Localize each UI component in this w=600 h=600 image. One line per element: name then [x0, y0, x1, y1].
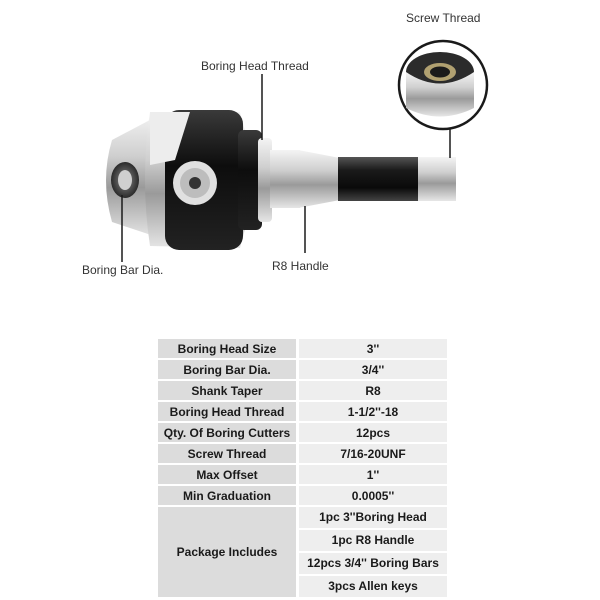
- spec-value: 7/16-20UNF: [296, 444, 447, 463]
- spec-label: Screw Thread: [158, 444, 296, 463]
- table-row: [158, 423, 447, 442]
- spec-value: 3/4'': [296, 360, 447, 379]
- spec-label: Max Offset: [158, 465, 296, 484]
- spec-label: Boring Head Thread: [158, 402, 296, 421]
- boring-head: [106, 110, 250, 250]
- package-items: [296, 507, 447, 597]
- callout-boring-head-thread: Boring Head Thread: [201, 59, 309, 73]
- spec-value: 1'': [296, 465, 447, 484]
- spec-label: Boring Bar Dia.: [158, 360, 296, 379]
- table-row: [158, 381, 447, 400]
- package-item: 1pc 3''Boring Head: [299, 507, 447, 528]
- package-item: 3pcs Allen keys: [299, 574, 447, 597]
- spec-label: Boring Head Size: [158, 339, 296, 358]
- table-row: [158, 486, 447, 505]
- spec-value: 12pcs: [296, 423, 447, 442]
- table-row: [158, 465, 447, 484]
- r8-shank: [298, 150, 456, 208]
- spec-label: Shank Taper: [158, 381, 296, 400]
- table-row: [158, 444, 447, 463]
- package-label: Package Includes: [158, 507, 296, 597]
- thread-collar: [238, 130, 300, 230]
- package-item: 12pcs 3/4'' Boring Bars: [299, 551, 447, 574]
- spec-value: 1-1/2''-18: [296, 402, 447, 421]
- table-row: [158, 360, 447, 379]
- spec-value: R8: [296, 381, 447, 400]
- spec-label: Qty. Of Boring Cutters: [158, 423, 296, 442]
- spec-value: 0.0005'': [296, 486, 447, 505]
- callout-screw-thread: Screw Thread: [406, 11, 481, 25]
- spec-table: [158, 337, 447, 599]
- table-row-package: [158, 507, 447, 597]
- table-row: [158, 402, 447, 421]
- table-row: [158, 339, 447, 358]
- screw-thread-inset: [399, 41, 487, 158]
- spec-value: 3'': [296, 339, 447, 358]
- callout-boring-bar-dia: Boring Bar Dia.: [82, 263, 164, 277]
- spec-label: Min Graduation: [158, 486, 296, 505]
- package-item: 1pc R8 Handle: [299, 528, 447, 551]
- callout-r8-handle: R8 Handle: [272, 259, 329, 273]
